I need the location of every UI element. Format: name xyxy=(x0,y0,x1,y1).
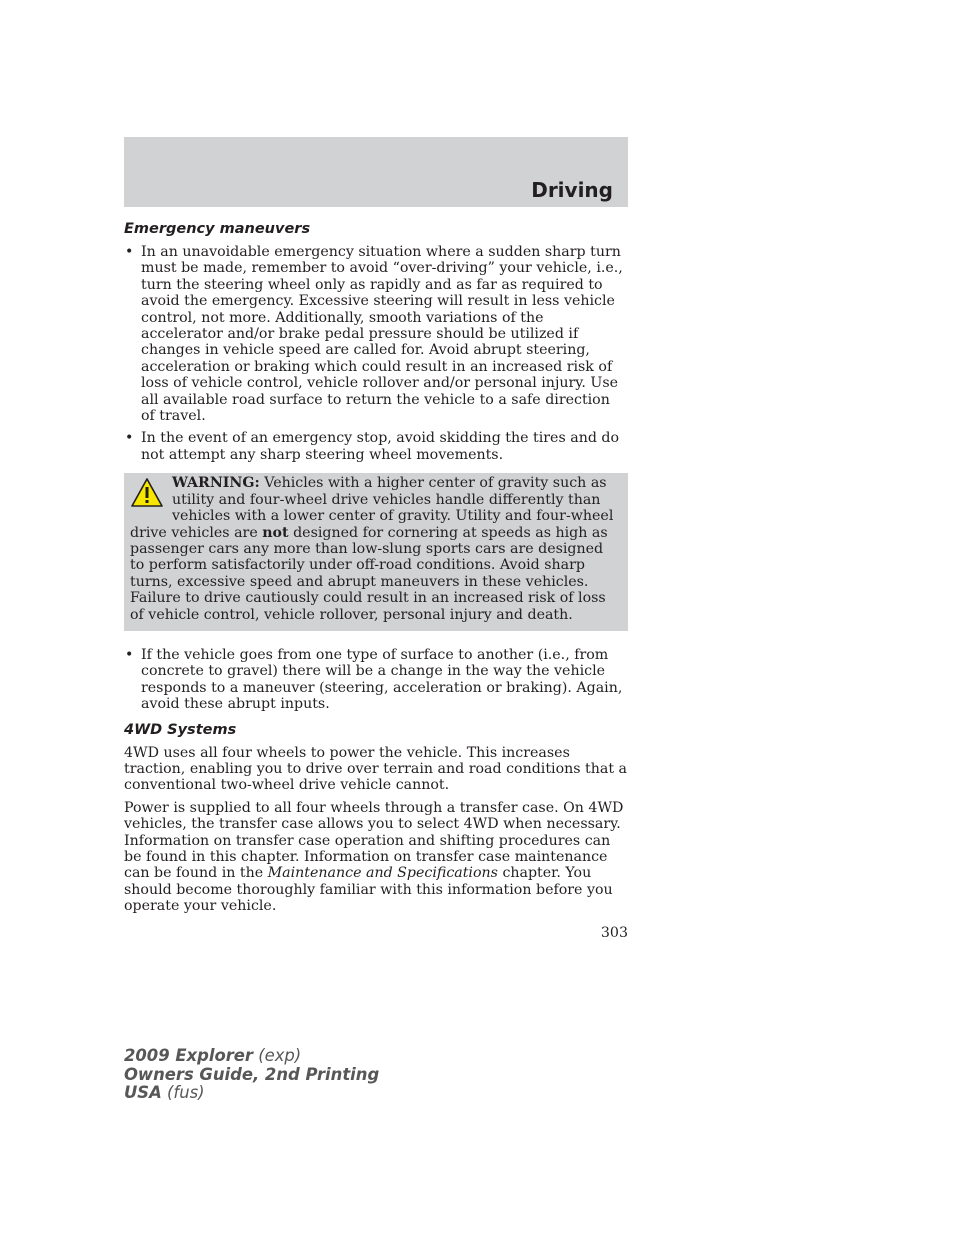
emergency-bullet-list-cont xyxy=(124,647,628,713)
page-number: 303 xyxy=(600,925,628,941)
warning-emphasis: not xyxy=(262,524,289,541)
paragraph-text: Power is supplied to all four wheels through a transfer case. On 4WD vehicles, the transfer case allows you to select 4WD when necessary. Information on transfer case operation and shifting procedures can be found in this chapter. Information on transfer case maintenance can be found in the xyxy=(124,799,624,882)
footer-market: USA xyxy=(124,1083,162,1102)
section-heading-emergency-maneuvers: Emergency maneuvers xyxy=(124,221,311,237)
footer-line-market xyxy=(124,1084,379,1103)
footer-market-code: (fus) xyxy=(167,1083,205,1102)
chapter-header-band xyxy=(124,137,628,207)
footer-line-model xyxy=(124,1047,379,1066)
footer-printing: Owners Guide, 2nd Printing xyxy=(124,1064,380,1084)
document-footer xyxy=(124,1047,379,1103)
paragraph-text-cont: chapter. You should become thoroughly familiar with this information before you operate your vehicle. xyxy=(124,865,613,915)
warning-triangle-icon xyxy=(130,477,164,509)
warning-text: Vehicles with a higher center of gravity such as utility and four-wheel drive vehicles handle differently than vehicles with a lower center of gravity. Utility and four-wheel drive vehicles are xyxy=(130,475,614,541)
warning-box xyxy=(124,473,628,631)
paragraph xyxy=(124,800,628,915)
warning-label: WARNING: xyxy=(172,475,260,492)
bullet-item: • In the event of an emergency stop, avoid skidding the tires and do not attempt any sharp steering wheel movements. xyxy=(124,430,628,463)
footer-model-code: (exp) xyxy=(258,1046,302,1065)
paragraph: 4WD uses all four wheels to power the vehicle. This increases traction, enabling you to drive over terrain and road conditions that a conventional two-wheel drive vehicle cannot. xyxy=(124,744,628,794)
chapter-title: Driving xyxy=(531,178,613,202)
page-content xyxy=(124,220,628,921)
warning-text-cont: designed for cornering at speeds as high as passenger cars any more than low-slung sports cars are designed to perform satisfactorily under off-road conditions. Avoid sharp turns, excessive speed and abrupt maneuvers in these vehicles. Failure to drive cautiously could result in an increased risk of loss of vehicle control, vehicle rollover, personal injury and death. xyxy=(130,524,608,623)
bullet-item: • In an unavoidable emergency situation where a sudden sharp turn must be made, remember to avoid “over-driving” your vehicle, i.e., turn the steering wheel only as rapidly and as far as required to avoid the emergency. Excessive steering will result in less vehicle control, not more. Additionally, smooth variations of the accelerator and/or brake pedal pressure should be utilized if changes in vehicle speed are called for. Avoid abrupt steering, acceleration or braking which could result in an increased risk of loss of vehicle control, vehicle rollover and/or personal injury. Use all available road surface to return the vehicle to a safe direction of travel. xyxy=(124,244,628,424)
emergency-bullet-list xyxy=(124,244,628,463)
chapter-reference: Maintenance and Specifications xyxy=(267,865,498,882)
section-heading-4wd-systems: 4WD Systems xyxy=(124,721,237,738)
bullet-item: • If the vehicle goes from one type of surface to another (i.e., from concrete to gravel) there will be a change in the way the vehicle responds to a maneuver (steering, acceleration or braking). Again, avoid these abrupt inputs. xyxy=(124,647,628,713)
footer-model: 2009 Explorer xyxy=(124,1046,253,1065)
